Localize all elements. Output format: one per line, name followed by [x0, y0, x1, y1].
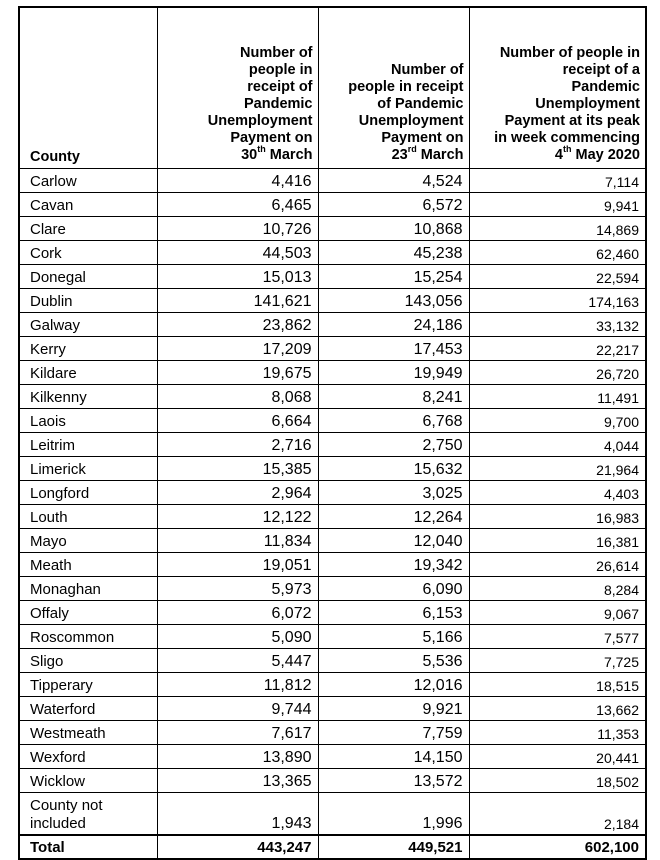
table-row: [19, 193, 646, 217]
march-30-value: 10,726: [157, 217, 318, 241]
may-4-value: 11,353: [469, 721, 646, 745]
table-row: [19, 529, 646, 553]
county-name: Kerry: [19, 337, 157, 361]
may-4-value: 18,502: [469, 769, 646, 793]
table-row: [19, 385, 646, 409]
county-name: Longford: [19, 481, 157, 505]
may-4-value: 4,403: [469, 481, 646, 505]
header-date-month: March: [416, 147, 464, 163]
header-line: people in: [248, 62, 313, 78]
march-23-value: 9,921: [318, 697, 469, 721]
march-23-value: 6,572: [318, 193, 469, 217]
table-row: [19, 673, 646, 697]
march-23-value: 19,342: [318, 553, 469, 577]
table-row: [19, 625, 646, 649]
march-23-value: 13,572: [318, 769, 469, 793]
county-name: Waterford: [19, 697, 157, 721]
may-4-value: 174,163: [469, 289, 646, 313]
table-row: [19, 409, 646, 433]
march-23-value: 4,524: [318, 169, 469, 193]
march-23-value: 8,241: [318, 385, 469, 409]
table-row: [19, 481, 646, 505]
march-30-value: 2,964: [157, 481, 318, 505]
march-23-value: 5,536: [318, 649, 469, 673]
march-30-value: 8,068: [157, 385, 318, 409]
march-23-value: 6,768: [318, 409, 469, 433]
county-name: Clare: [19, 217, 157, 241]
may-4-value: 22,594: [469, 265, 646, 289]
total-may-4: 602,100: [469, 835, 646, 859]
march-30-value: 5,973: [157, 577, 318, 601]
header-line: in week commencing: [494, 130, 640, 146]
total-row: [19, 835, 646, 859]
march-30-value: 5,090: [157, 625, 318, 649]
label-line: County not: [30, 797, 103, 814]
table-row: [19, 217, 646, 241]
may-4-value: 7,725: [469, 649, 646, 673]
total-label: Total: [19, 835, 157, 859]
label-line: included: [30, 815, 86, 832]
march-23-value: 3,025: [318, 481, 469, 505]
table-row: [19, 505, 646, 529]
header-line: people in receipt: [348, 79, 464, 95]
header-date-suffix: th: [562, 144, 572, 155]
county-name: Limerick: [19, 457, 157, 481]
header-date-suffix: th: [257, 144, 266, 155]
march-30-value: 13,365: [157, 769, 318, 793]
may-4-value: 33,132: [469, 313, 646, 337]
table-row: [19, 601, 646, 625]
march-23-value: 5,166: [318, 625, 469, 649]
county-name: Louth: [19, 505, 157, 529]
march-30-value: 23,862: [157, 313, 318, 337]
may-4-value: 16,983: [469, 505, 646, 529]
may-4-value: 2,184: [469, 793, 646, 836]
may-4-value: 26,720: [469, 361, 646, 385]
header-line: of Pandemic: [377, 96, 464, 112]
county-name: Dublin: [19, 289, 157, 313]
march-23-value: 1,996: [318, 793, 469, 836]
table-row: [19, 745, 646, 769]
march-30-value: 11,834: [157, 529, 318, 553]
county-rows: [19, 169, 646, 836]
may-4-value: 14,869: [469, 217, 646, 241]
county-name: Wicklow: [19, 769, 157, 793]
total-march-30: 443,247: [157, 835, 318, 859]
county-name: Leitrim: [19, 433, 157, 457]
may-4-value: 9,700: [469, 409, 646, 433]
march-30-value: 4,416: [157, 169, 318, 193]
county-name: Cork: [19, 241, 157, 265]
march-30-value: 15,013: [157, 265, 318, 289]
county-name: Meath: [19, 553, 157, 577]
march-30-value: 9,744: [157, 697, 318, 721]
may-4-value: 7,577: [469, 625, 646, 649]
may-4-peak-column-header: [469, 7, 646, 169]
county-name: Offaly: [19, 601, 157, 625]
march-30-value: 44,503: [157, 241, 318, 265]
total-march-23: 449,521: [318, 835, 469, 859]
may-4-value: 13,662: [469, 697, 646, 721]
march-30-column-header: [157, 7, 318, 169]
county-name: Westmeath: [19, 721, 157, 745]
may-4-value: 26,614: [469, 553, 646, 577]
county-not-included-label: [19, 793, 157, 836]
table-row: [19, 769, 646, 793]
header-line: Unemployment: [535, 96, 640, 112]
march-23-value: 2,750: [318, 433, 469, 457]
county-name: Tipperary: [19, 673, 157, 697]
header-line: receipt of a: [562, 62, 640, 78]
march-23-value: 19,949: [318, 361, 469, 385]
march-23-value: 6,090: [318, 577, 469, 601]
march-30-value: 19,051: [157, 553, 318, 577]
march-30-value: 5,447: [157, 649, 318, 673]
header-date-line: [476, 144, 641, 164]
march-30-value: 6,664: [157, 409, 318, 433]
march-23-value: 12,264: [318, 505, 469, 529]
header-line: Payment on: [230, 130, 313, 146]
county-name: Monaghan: [19, 577, 157, 601]
march-23-value: 12,040: [318, 529, 469, 553]
table-row: [19, 553, 646, 577]
may-4-value: 16,381: [469, 529, 646, 553]
county-name: Roscommon: [19, 625, 157, 649]
header-line: Payment on: [381, 130, 464, 146]
header-line: Unemployment: [358, 113, 464, 129]
march-23-value: 15,254: [318, 265, 469, 289]
header-line: Pandemic: [244, 96, 313, 112]
may-4-value: 22,217: [469, 337, 646, 361]
march-30-value: 15,385: [157, 457, 318, 481]
county-name: Sligo: [19, 649, 157, 673]
march-30-value: 19,675: [157, 361, 318, 385]
march-23-column-header: [318, 7, 469, 169]
march-30-value: 1,943: [157, 793, 318, 836]
county-name: Donegal: [19, 265, 157, 289]
may-4-value: 9,941: [469, 193, 646, 217]
header-date-suffix: rd: [407, 144, 417, 155]
march-30-value: 2,716: [157, 433, 318, 457]
may-4-value: 8,284: [469, 577, 646, 601]
header-line: Number of: [240, 45, 313, 61]
table-row: [19, 241, 646, 265]
county-name: Carlow: [19, 169, 157, 193]
header-row: [19, 7, 646, 169]
march-23-value: 10,868: [318, 217, 469, 241]
march-23-value: 14,150: [318, 745, 469, 769]
header-date-month: May 2020: [571, 147, 640, 163]
table-row: [19, 361, 646, 385]
county-name: Cavan: [19, 193, 157, 217]
county-name: Wexford: [19, 745, 157, 769]
table-row: [19, 337, 646, 361]
may-4-value: 9,067: [469, 601, 646, 625]
table-row: [19, 289, 646, 313]
may-4-value: 21,964: [469, 457, 646, 481]
table-row: [19, 313, 646, 337]
table-row: [19, 433, 646, 457]
march-23-value: 24,186: [318, 313, 469, 337]
march-30-value: 141,621: [157, 289, 318, 313]
march-23-value: 143,056: [318, 289, 469, 313]
county-payment-table: [18, 6, 647, 860]
county-name: Mayo: [19, 529, 157, 553]
march-23-value: 6,153: [318, 601, 469, 625]
header-line: Number of people in: [499, 45, 640, 61]
county-column-header: County: [19, 7, 157, 169]
march-30-value: 17,209: [157, 337, 318, 361]
header-line: Pandemic: [571, 79, 640, 95]
march-23-value: 45,238: [318, 241, 469, 265]
may-4-value: 20,441: [469, 745, 646, 769]
header-line: Unemployment: [207, 113, 313, 129]
table-row: [19, 169, 646, 193]
header-date-line: [164, 144, 313, 164]
may-4-value: 11,491: [469, 385, 646, 409]
header-line: receipt of: [247, 79, 313, 95]
march-30-value: 7,617: [157, 721, 318, 745]
header-date-day: 30: [241, 147, 258, 163]
table-row: [19, 577, 646, 601]
march-23-value: 15,632: [318, 457, 469, 481]
may-4-value: 62,460: [469, 241, 646, 265]
county-name: Kilkenny: [19, 385, 157, 409]
header-date-month: March: [265, 147, 313, 163]
table-row: [19, 721, 646, 745]
march-30-value: 6,465: [157, 193, 318, 217]
table-row: [19, 697, 646, 721]
march-30-value: 11,812: [157, 673, 318, 697]
march-23-value: 12,016: [318, 673, 469, 697]
header-date-line: [325, 144, 464, 164]
march-30-value: 6,072: [157, 601, 318, 625]
table-row: [19, 649, 646, 673]
table-row: [19, 457, 646, 481]
table-row: [19, 265, 646, 289]
march-30-value: 13,890: [157, 745, 318, 769]
table-row-not-included: [19, 793, 646, 836]
header-line: Number of: [391, 62, 464, 78]
header-date-day: 4: [554, 147, 563, 163]
may-4-value: 4,044: [469, 433, 646, 457]
county-name: Galway: [19, 313, 157, 337]
may-4-value: 18,515: [469, 673, 646, 697]
county-name: Laois: [19, 409, 157, 433]
header-line: Payment at its peak: [504, 113, 640, 129]
header-date-day: 23: [391, 147, 408, 163]
march-30-value: 12,122: [157, 505, 318, 529]
may-4-value: 7,114: [469, 169, 646, 193]
county-name: Kildare: [19, 361, 157, 385]
march-23-value: 7,759: [318, 721, 469, 745]
march-23-value: 17,453: [318, 337, 469, 361]
